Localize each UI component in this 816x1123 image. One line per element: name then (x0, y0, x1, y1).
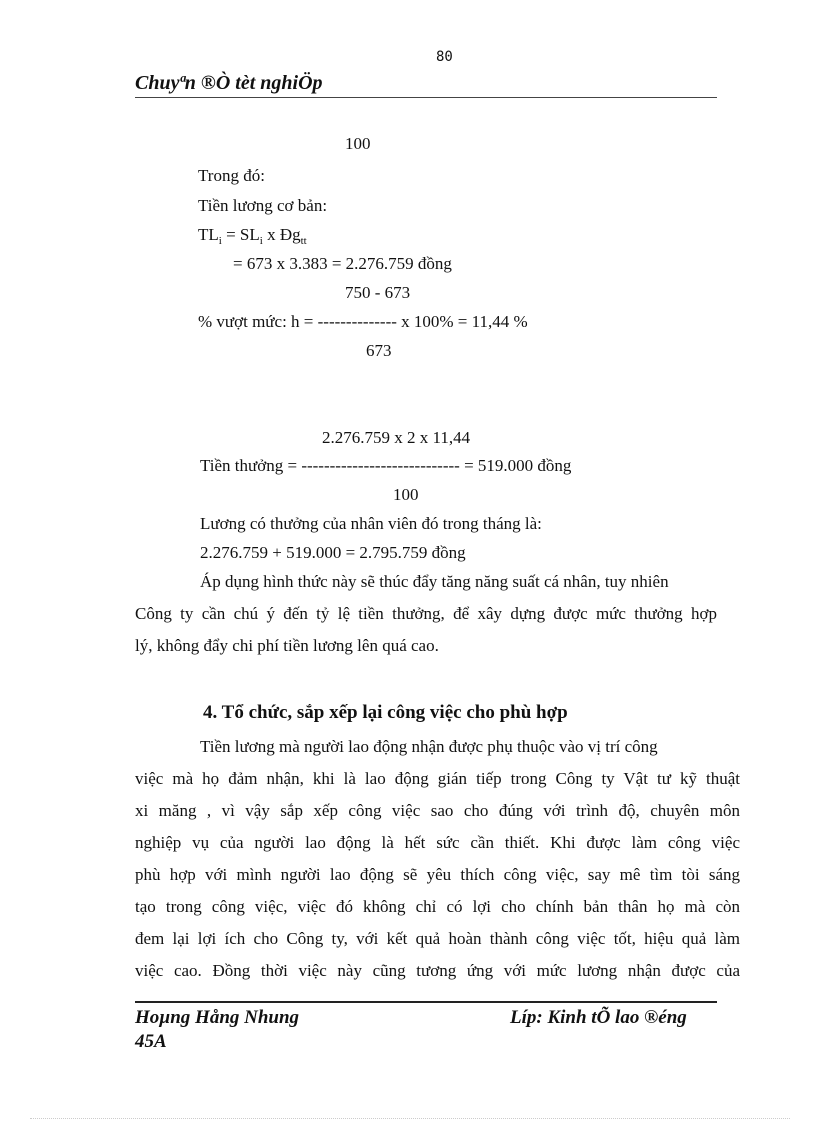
header-title: Chuyªn ®Ò tèt nghiÖp (135, 72, 323, 94)
paragraph-line: tạo trong công việc, việc đó không chỉ có lợi cho chính bản thân họ mà còn (135, 897, 740, 916)
formula-line: 2.276.759 + 519.000 = 2.795.759 đồng (200, 543, 466, 562)
formula-denominator: 100 (345, 134, 371, 153)
paragraph-line: phù hợp với mình người lao động sẽ yêu thích công việc, say mê tìm tòi sáng (135, 865, 740, 884)
footer-rule (135, 1001, 717, 1003)
section-heading: 4. Tổ chức, sắp xếp lại công việc cho phù hợp (203, 702, 568, 723)
paragraph-line: xi măng , vì vậy sắp xếp công việc sao cho đúng với trình độ, chuyên môn (135, 801, 740, 820)
formula-numerator: 2.276.759 x 2 x 11,44 (322, 428, 471, 447)
paragraph-line: Công ty cần chú ý đến tỷ lệ tiền thưởng, để xây dựng được mức thưởng hợp (135, 604, 717, 623)
formula-denominator: 100 (393, 485, 419, 504)
page-number: 80 (436, 49, 453, 65)
footer-author: Hoµng Hång Nhung (135, 1007, 300, 1028)
formula-line: % vượt mức: h = -------------- x 100% = 11,44 % (198, 312, 528, 331)
paragraph-line: nghiệp vụ của người lao động là hết sức cần thiết. Khi được làm công việc (135, 833, 740, 852)
footer-class: Líp: Kinh tÕ lao ®éng (510, 1007, 687, 1028)
text-line: Trong đó: (198, 166, 265, 185)
text-line: Lương có thưởng của nhân viên đó trong tháng là: (200, 514, 542, 533)
formula-line: Tiền thưởng = ---------------------------- = 519.000 đồng (200, 456, 572, 475)
page-edge-divider (30, 1118, 790, 1119)
paragraph-line: việc mà họ đảm nhận, khi là lao động gián tiếp trong Công ty Vật tư kỹ thuật (135, 769, 740, 788)
paragraph-line: Áp dụng hình thức này sẽ thúc đẩy tăng năng suất cá nhân, tuy nhiên (200, 572, 669, 591)
footer-class-code: 45A (135, 1031, 167, 1052)
paragraph-line: Tiền lương mà người lao động nhận được phụ thuộc vào vị trí công (200, 737, 658, 756)
formula-line: $TL_i = SL_i$ x $Đg_{tt}$ (198, 225, 307, 247)
formula-denominator: 673 (366, 341, 392, 360)
formula-numerator: 750 - 673 (345, 283, 411, 302)
paragraph-line: lý, không đẩy chi phí tiền lương lên quá cao. (135, 636, 439, 655)
paragraph-line: đem lại lợi ích cho Công ty, với kết quả hoàn thành công việc tốt, hiệu quả làm (135, 929, 740, 948)
paragraph-line: việc cao. Đồng thời việc này cũng tương ứng với mức lương nhận được của (135, 961, 740, 980)
formula-line: = 673 x 3.383 = 2.276.759 đồng (233, 254, 452, 273)
header-rule (135, 97, 717, 98)
text-line: Tiền lương cơ bản: (198, 196, 328, 215)
